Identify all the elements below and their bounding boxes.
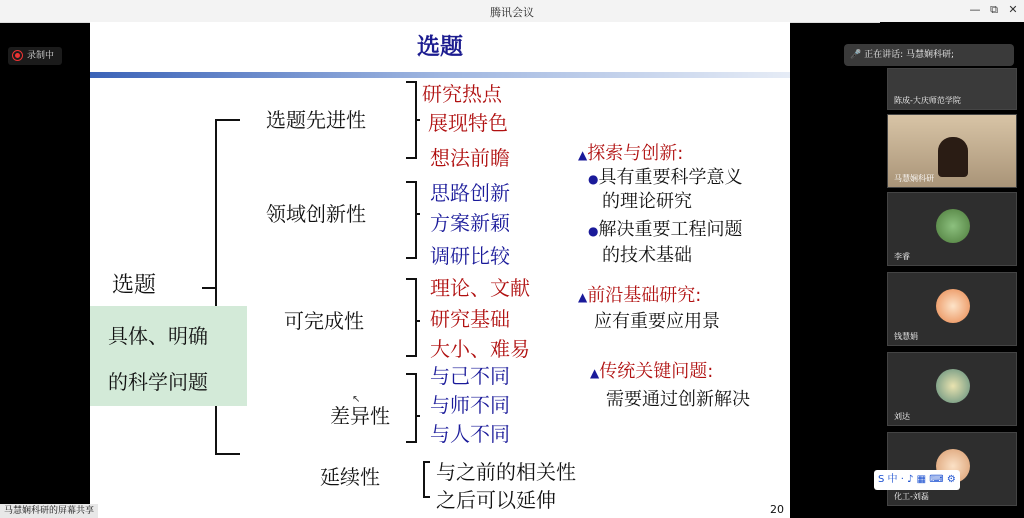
note-3-body: 需要通过创新解决 [606,389,750,410]
note-2-title: ▲前沿基础研究: [578,285,702,306]
brace-main-upper [202,120,240,288]
participant-name: 化工-刘磊 [894,492,929,501]
recording-indicator[interactable] [8,47,62,65]
note-3-title: ▲传统关键问题: [590,361,714,382]
note-2-body: 应有重要应用景 [594,311,720,332]
participant-name: 陈成-大庆师范学院 [894,96,961,105]
avatar [936,209,970,243]
window-title: 腾讯会议 [490,6,534,19]
participant-name: 钱慧娟 [894,332,918,341]
speaking-indicator: 🎤 正在讲话: 马慧娴科研; [844,44,1014,66]
item-continuity-1: 与之前的相关性 [436,460,576,484]
brace-main-lower [216,406,240,454]
box-line-1: 具体、明确 [108,324,208,348]
screen-share-label[interactable]: 马慧娴科研的屏幕共享 [0,504,98,518]
item-difference-2: 与师不同 [430,393,510,417]
item-feasible-3: 大小、难易 [430,337,530,361]
brace-difference [406,374,416,442]
participant-tile[interactable] [887,192,1017,266]
avatar [936,369,970,403]
minimize-icon[interactable]: — [969,3,981,16]
participant-tile[interactable] [887,272,1017,346]
branch-difference: 差异性 [330,404,390,428]
avatar [936,289,970,323]
note-1-title: ▲探索与创新: [578,143,684,164]
item-difference-1: 与己不同 [430,364,510,388]
brace-continuity [424,462,430,497]
box-line-2: 的科学问题 [108,370,208,394]
note-1-bullet-1a: ●具有重要科学意义 [588,167,743,188]
recording-label: 录制中 [27,51,55,61]
slide-title: 选题 [417,33,463,60]
item-advanced-1: 研究热点 [422,82,502,106]
mouse-cursor-icon: ↖ [352,394,361,405]
branch-advanced: 选题先进性 [266,108,366,132]
brace-innovation [406,182,416,258]
item-difference-3: 与人不同 [430,422,510,446]
branch-feasible: 可完成性 [284,309,364,333]
page-number: 20 [770,503,784,516]
participant-tile[interactable] [887,68,1017,110]
brace-advanced [406,82,416,158]
branch-continuity: 延续性 [320,465,380,489]
participant-name: 刘达 [894,412,910,421]
item-innovation-1: 思路创新 [430,181,510,205]
brace-feasible [406,279,416,356]
note-1-bullet-1b: 的理论研究 [602,191,692,212]
shared-slide [90,22,790,518]
close-icon[interactable]: ✕ [1008,3,1018,16]
item-advanced-2: 展现特色 [428,111,508,135]
record-icon [12,50,23,61]
video-person [938,137,968,177]
item-feasible-1: 理论、文献 [430,276,530,300]
ime-toolbar[interactable]: S 中 · ♪ ▦ ⌨ ⚙ [874,470,960,490]
item-innovation-3: 调研比较 [430,244,510,268]
root-label: 选题 [112,273,157,298]
restore-icon[interactable]: ⧉ [990,3,998,16]
participant-tile[interactable] [887,114,1017,188]
note-1-bullet-2a: ●解决重要工程问题 [588,219,743,240]
participant-tile[interactable] [887,352,1017,426]
item-continuity-2: 之后可以延伸 [436,488,556,512]
item-innovation-2: 方案新颖 [430,211,510,235]
note-1-bullet-2b: 的技术基础 [602,245,692,266]
participant-tile[interactable] [887,432,1017,506]
participant-name: 马慧娴科研 [894,174,934,183]
item-feasible-2: 研究基础 [430,307,510,331]
participant-name: 李睿 [894,252,910,261]
item-advanced-3: 想法前瞻 [430,146,510,170]
window-titlebar [0,0,1024,23]
branch-innovation: 领域创新性 [266,202,366,226]
